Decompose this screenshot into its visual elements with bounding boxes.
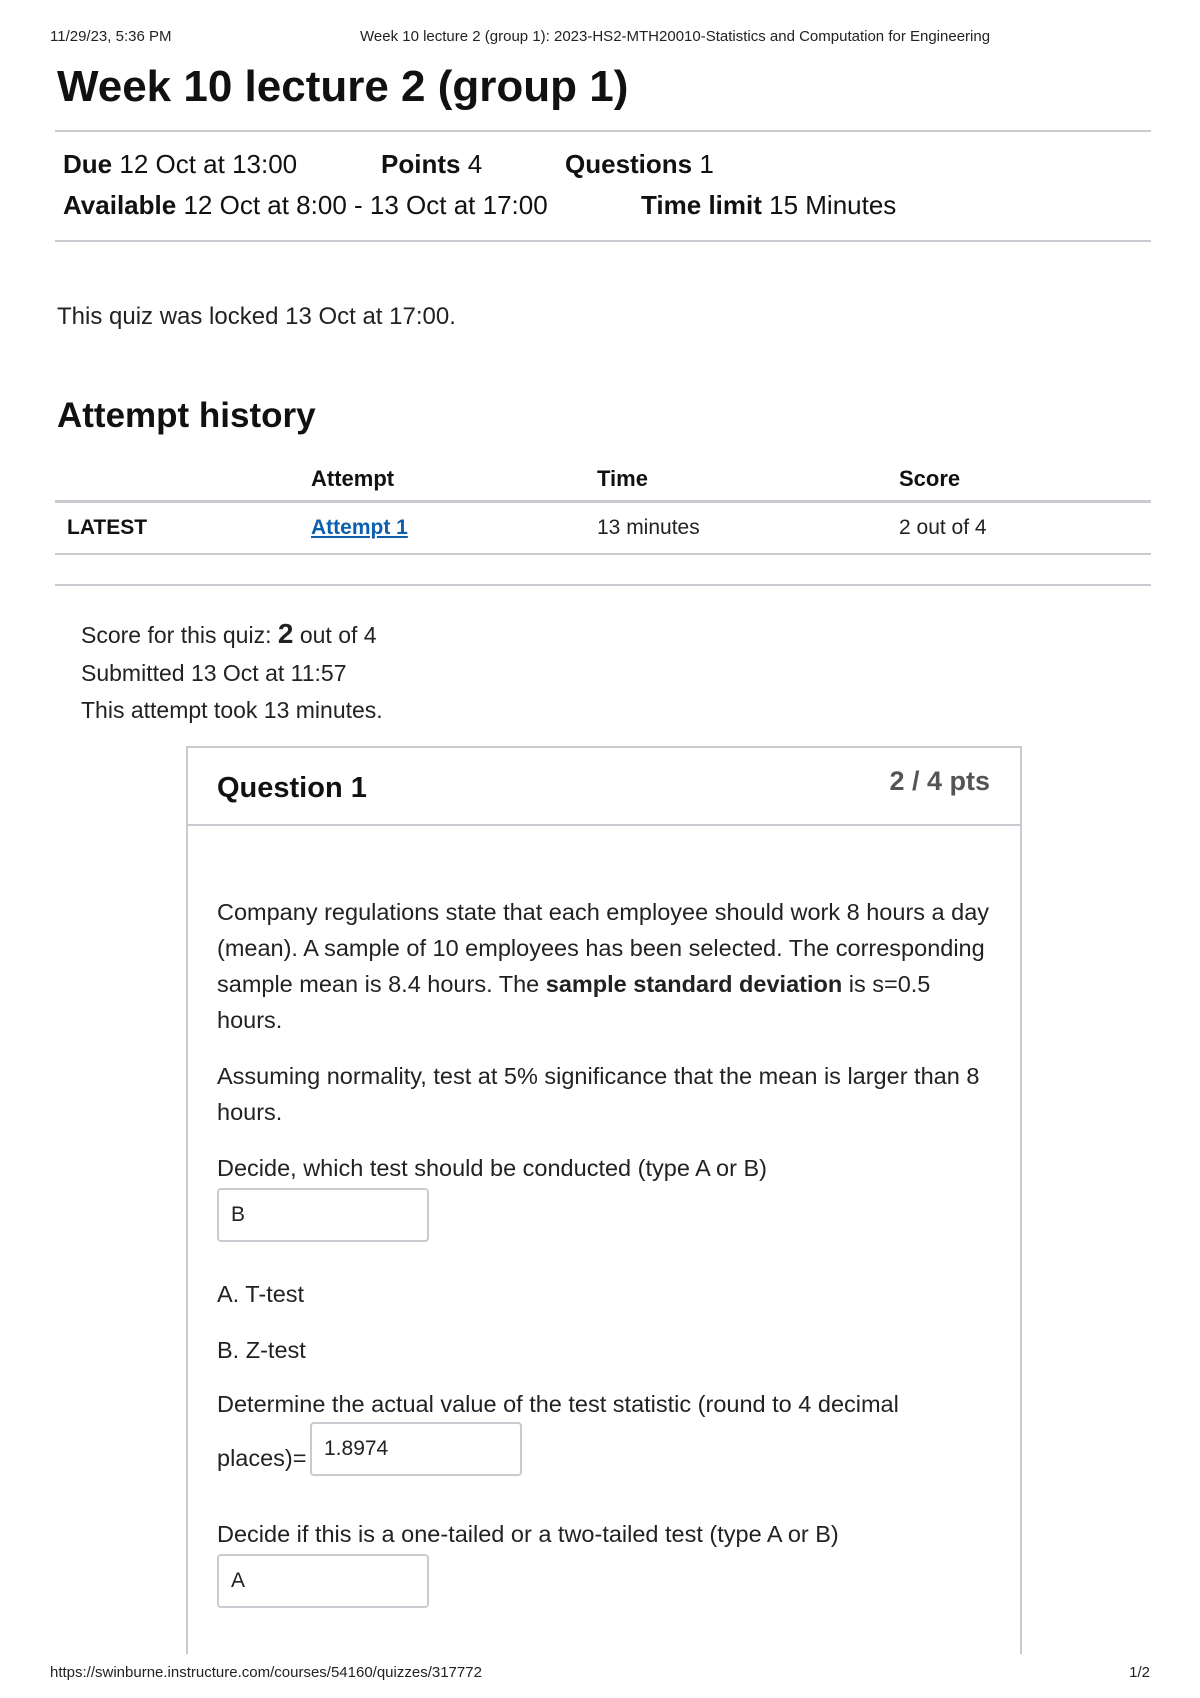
available-detail <box>63 190 548 221</box>
tail-choice-prompt: Decide if this is a one-tailed or a two-tailed test (type A or B) <box>217 1521 839 1547</box>
score-suffix: out of 4 <box>299 622 377 648</box>
available-label: Available <box>63 190 177 220</box>
test-statistic-prompt: Determine the actual value of the test statistic (round to 4 decimal <box>217 1391 899 1417</box>
question-text-part-1: Company regulations state that each employee should work 8 hours a day (mean). A sample of 10 employees has been selected. The corresponding sample mean is 8.4 hours. The <box>217 899 990 997</box>
quiz-score <box>81 618 377 650</box>
page-title: Week 10 lecture 2 (group 1) <box>57 62 629 111</box>
column-header-score: Score <box>887 460 1151 502</box>
column-header-attempt: Attempt <box>299 460 585 502</box>
print-doc-title: Week 10 lecture 2 (group 1): 2023-HS2-MTH20010-Statistics and Computation for Engineering <box>360 28 991 45</box>
divider <box>55 130 1151 132</box>
attempt-history-heading: Attempt history <box>57 396 316 435</box>
question-instruction: Assuming normality, test at 5% significance that the mean is larger than 8 hours. <box>217 1063 980 1125</box>
print-header <box>50 28 1150 48</box>
due-value: 12 Oct at 13:00 <box>119 149 298 179</box>
time-limit-detail <box>641 190 896 221</box>
test-choice-prompt: Decide, which test should be conducted (type A or B) <box>217 1155 767 1181</box>
score-prefix: Score for this quiz: <box>81 622 272 648</box>
score-cell: 2 out of 4 <box>887 502 1151 554</box>
points-detail <box>381 149 482 180</box>
question-header <box>188 748 1020 826</box>
question-text <box>217 894 997 1038</box>
questions-detail <box>565 149 714 180</box>
question-points: 2 / 4 pts <box>889 766 990 796</box>
column-header <box>55 460 299 502</box>
tail-choice-answer[interactable]: A <box>217 1554 429 1608</box>
test-statistic-prompt-end: places)= <box>217 1445 307 1471</box>
questions-value: 1 <box>699 149 714 179</box>
table-header-row <box>55 460 1151 502</box>
questions-label: Questions <box>565 149 693 179</box>
time-cell: 13 minutes <box>585 502 887 554</box>
test-statistic-answer[interactable]: 1.8974 <box>310 1422 522 1476</box>
due-detail <box>63 149 297 180</box>
divider <box>55 240 1151 242</box>
score-value: 2 <box>277 618 294 649</box>
due-label: Due <box>63 149 113 179</box>
submitted-text: Submitted 13 Oct at 11:57 <box>81 660 347 686</box>
question-text-bold: sample standard deviation <box>545 971 843 997</box>
time-limit-label: Time limit <box>641 190 762 220</box>
attempt-1-link[interactable]: Attempt 1 <box>311 515 408 539</box>
time-limit-value: 15 Minutes <box>769 190 897 220</box>
option-a: A. T-test <box>217 1281 305 1307</box>
print-page-number: 1/2 <box>1129 1664 1150 1681</box>
table-row <box>55 502 1151 554</box>
option-b: B. Z-test <box>217 1337 306 1363</box>
test-choice-answer[interactable]: B <box>217 1188 429 1242</box>
attempt-cell <box>299 502 585 554</box>
question-card <box>186 746 1022 1698</box>
latest-label: LATEST <box>55 502 299 554</box>
available-value: 12 Oct at 8:00 - 13 Oct at 17:00 <box>183 190 548 220</box>
column-header-time: Time <box>585 460 887 502</box>
locked-message: This quiz was locked 13 Oct at 17:00. <box>57 303 456 330</box>
question-text-part-2: is s=0.5 hours. <box>217 971 931 1033</box>
attempt-duration-text: This attempt took 13 minutes. <box>81 697 383 723</box>
points-value: 4 <box>467 149 483 179</box>
print-date: 11/29/23, 5:36 PM <box>50 28 172 45</box>
print-url: https://swinburne.instructure.com/courses/54160/quizzes/317772 <box>50 1664 482 1681</box>
points-label: Points <box>381 149 461 179</box>
divider <box>55 584 1151 586</box>
question-title: Question 1 <box>217 772 367 804</box>
attempt-history-table <box>55 460 1151 555</box>
